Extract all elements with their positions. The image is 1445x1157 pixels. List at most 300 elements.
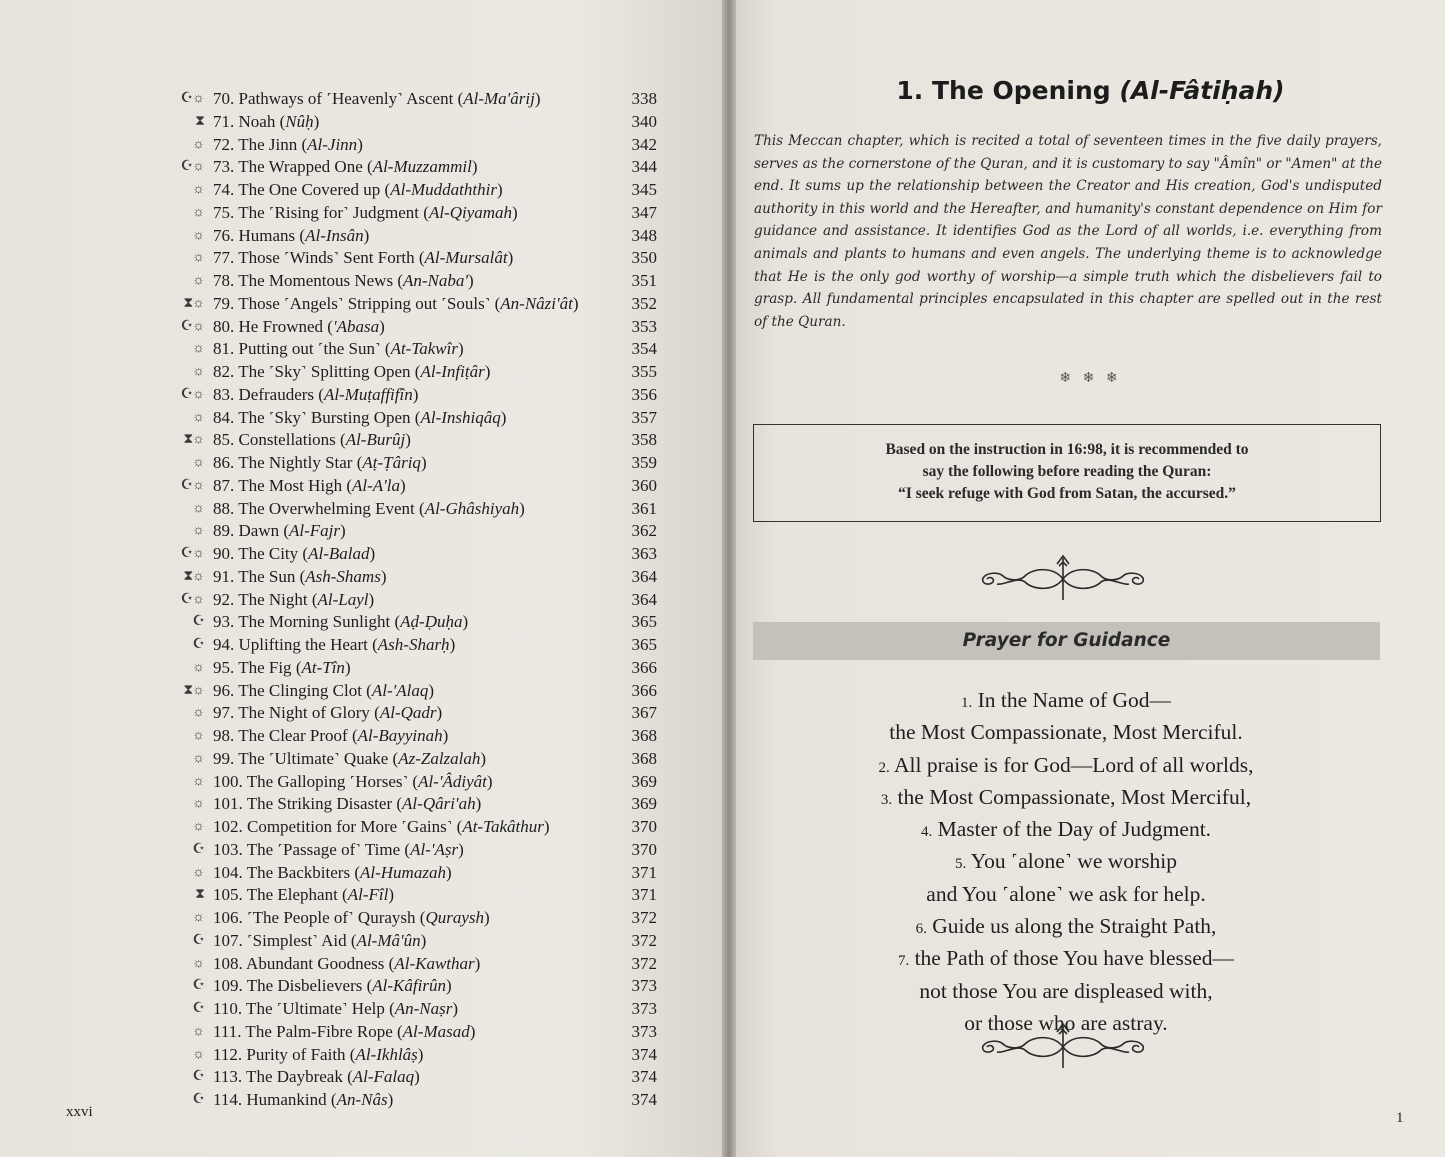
toc-entry-page: 359 bbox=[631, 453, 657, 472]
toc-row bbox=[160, 748, 660, 771]
toc-entry-translit: At-Takâthur bbox=[462, 817, 544, 836]
toc-entry-page: 364 bbox=[631, 566, 657, 586]
revelation-moon-icon: ☪ bbox=[192, 978, 204, 994]
toc-entry-title: 109. The Disbelievers (Al-Kâfirûn) bbox=[213, 976, 452, 996]
toc-row bbox=[160, 680, 660, 703]
toc-entry-title: 93. The Morning Sunlight (Aḍ-Ḍuḥa) bbox=[213, 612, 469, 632]
verses-block bbox=[736, 686, 1396, 1041]
verse-number: 3. bbox=[880, 791, 893, 808]
toc-entry-text: 110. The ˹Ultimate˺ Help bbox=[213, 999, 385, 1018]
toc-entry-translit: Nûḥ bbox=[285, 111, 314, 131]
toc-entry-translit: Al-Masad bbox=[402, 1021, 470, 1041]
right-page bbox=[736, 0, 1445, 1157]
toc-entry-text: 103. The ˹Passage of˺ Time bbox=[213, 839, 401, 859]
verse-text: You ˹alone˺ we worship bbox=[970, 849, 1178, 874]
toc-row bbox=[160, 134, 660, 157]
verse-line bbox=[736, 944, 1396, 976]
revelation-star-icon: ☼ bbox=[192, 1023, 204, 1039]
revelation-moon-icon: ☪ bbox=[192, 637, 204, 652]
toc-entry-title: 77. Those ˹Winds˺ Sent Forth (Al-Mursalât) bbox=[213, 248, 514, 268]
toc-entry-title: 94. Uplifting the Heart (Ash-Sharḥ) bbox=[213, 635, 456, 654]
toc-entry-text: 113. The Daybreak bbox=[213, 1067, 343, 1087]
toc-entry-page: 352 bbox=[631, 293, 657, 313]
toc-entry-page: 369 bbox=[631, 771, 657, 791]
toc-entry-text: 102. Competition for More ˹Gains˺ bbox=[213, 817, 453, 836]
toc-row bbox=[160, 338, 660, 361]
toc-row bbox=[160, 179, 660, 202]
revelation-star-icon: ☼ bbox=[192, 910, 204, 925]
revelation-star-icon: ☼ bbox=[192, 1046, 204, 1062]
toc-entry-translit: Al-Fîl bbox=[347, 885, 389, 905]
toc-row bbox=[160, 839, 660, 862]
toc-entry-page: 356 bbox=[631, 384, 657, 404]
toc-entry-text: 96. The Clinging Clot bbox=[213, 680, 362, 700]
toc-entry-title: 71. Noah (Nûḥ) bbox=[213, 111, 320, 131]
toc-entry-translit: Al-Muddaththir bbox=[390, 180, 497, 199]
verse-text: In the Name of God— bbox=[977, 688, 1172, 712]
toc-entry-title: 73. The Wrapped One (Al-Muzzammil) bbox=[213, 157, 478, 177]
toc-entry-text: 82. The ˹Sky˺ Splitting Open bbox=[213, 362, 411, 381]
toc-entry-text: 100. The Galloping ˹Horses˺ bbox=[213, 771, 409, 791]
toc-entry-text: 83. Defrauders bbox=[213, 384, 315, 404]
revelation-star-icon: ☼ bbox=[192, 523, 204, 539]
toc-row bbox=[160, 953, 660, 976]
page-number-left: xxvi bbox=[66, 1104, 93, 1120]
toc-entry-text: 94. Uplifting the Heart bbox=[213, 635, 368, 654]
toc-entry-page: 348 bbox=[631, 225, 657, 245]
verse-line bbox=[736, 847, 1396, 879]
toc-entry-text: 92. The Night bbox=[213, 589, 308, 609]
toc-entry-text: 91. The Sun bbox=[213, 566, 296, 586]
toc-row bbox=[160, 998, 660, 1021]
toc-entry-page: 358 bbox=[631, 430, 657, 450]
verse-number: 1. bbox=[960, 695, 973, 711]
toc-row bbox=[160, 475, 660, 498]
toc-row bbox=[160, 88, 660, 111]
toc-entry-title: 75. The ˹Rising for˺ Judgment (Al-Qiyamah) bbox=[213, 202, 518, 222]
toc-entry-title: 79. Those ˹Angels˺ Stripping out ˹Souls˺ (An-Nâzi'ât) bbox=[213, 293, 579, 313]
toc-entry-page: 362 bbox=[631, 521, 657, 541]
toc-entry-text: 90. The City bbox=[213, 544, 299, 563]
toc-entry-translit: Al-Qiyamah bbox=[428, 202, 513, 222]
toc-entry-translit: At-Tîn bbox=[301, 657, 345, 677]
revelation-moon-star-icon: ☪☼ bbox=[180, 591, 204, 607]
toc-entry-title: 99. The ˹Ultimate˺ Quake (Az-Zalzalah) bbox=[213, 748, 487, 768]
toc-entry-translit: Al-Falaq bbox=[352, 1067, 415, 1087]
toc-entry-page: 365 bbox=[631, 612, 657, 632]
toc-entry-title: 84. The ˹Sky˺ Bursting Open (Al-Inshiqâq) bbox=[213, 407, 507, 427]
revelation-star-icon: ☼ bbox=[192, 864, 204, 880]
toc-entry-text: 81. Putting out ˹the Sun˺ bbox=[213, 339, 381, 359]
toc-entry-translit: An-Nâzi'ât bbox=[500, 293, 573, 313]
toc-entry-text: 74. The One Covered up bbox=[213, 180, 381, 199]
toc-entry-page: 373 bbox=[631, 1021, 657, 1041]
toc-entry-page: 370 bbox=[631, 839, 657, 859]
refuge-line-1: Based on the instruction in 16:98, it is recommended to bbox=[885, 441, 1249, 458]
revelation-star-icon: ☼ bbox=[192, 455, 204, 470]
toc-entry-translit: An-Naṣr bbox=[394, 999, 453, 1018]
verse-number: 6. bbox=[915, 921, 927, 938]
toc-entry-page: 354 bbox=[631, 339, 657, 359]
revelation-moon-icon: ☪ bbox=[192, 841, 204, 857]
toc-entry-title: 114. Humankind (An-Nâs) bbox=[213, 1090, 394, 1109]
revelation-star-icon: ☼ bbox=[192, 182, 204, 197]
toc-row bbox=[160, 884, 660, 907]
toc-entry-title: 105. The Elephant (Al-Fîl) bbox=[213, 885, 394, 905]
toc-entry-title: 101. The Striking Disaster (Al-Qâri'ah) bbox=[213, 794, 482, 814]
revelation-moon-star-icon: ☪☼ bbox=[180, 386, 204, 402]
toc-entry-translit: Al-Ghâshiyah bbox=[424, 498, 520, 518]
toc-entry-text: 104. The Backbiters bbox=[213, 862, 351, 882]
toc-entry-title: 95. The Fig (At-Tîn) bbox=[213, 657, 351, 677]
chapter-title-text: 1. The Opening bbox=[896, 76, 1111, 105]
revelation-moon-icon: ☪ bbox=[192, 1001, 204, 1016]
toc-entry-text: 73. The Wrapped One bbox=[213, 157, 363, 177]
toc-entry-text: 111. The Palm-Fibre Rope bbox=[213, 1021, 393, 1041]
toc-entry-title: 106. ˹The People of˺ Quraysh (Quraysh) bbox=[213, 908, 490, 927]
toc-entry-translit: Al-Layl bbox=[317, 589, 369, 609]
toc-row bbox=[160, 725, 660, 748]
toc-row bbox=[160, 930, 660, 953]
toc-entry-translit: Al-Balad bbox=[308, 544, 370, 563]
toc-entry-translit: Aḍ-Ḍuḥa bbox=[400, 612, 463, 632]
toc-entry-title: 83. Defrauders (Al-Muṭaffifîn) bbox=[213, 384, 419, 404]
toc-entry-text: 98. The Clear Proof bbox=[213, 726, 348, 745]
toc-entry-translit: Al-Mâ'ûn bbox=[356, 930, 421, 950]
toc-entry-title: 91. The Sun (Ash-Shams) bbox=[213, 566, 387, 586]
toc-row bbox=[160, 1089, 660, 1112]
toc-entry-translit: 'Abasa bbox=[332, 316, 380, 336]
toc-entry-translit: Al-Kawthar bbox=[394, 953, 475, 973]
revelation-star-icon: ☼ bbox=[192, 705, 204, 721]
toc-entry-translit: Al-Qâri'ah bbox=[402, 794, 476, 814]
toc-row bbox=[160, 975, 660, 998]
toc-entry-translit: Al-Mursalât bbox=[424, 248, 508, 268]
verse-text: not those You are displeased with, bbox=[919, 978, 1213, 1003]
toc-row bbox=[160, 316, 660, 339]
toc-entry-title: 112. Purity of Faith (Al-Ikhlâṣ) bbox=[213, 1044, 424, 1064]
toc-entry-translit: Al-Insân bbox=[305, 225, 364, 245]
toc-entry-text: 93. The Morning Sunlight bbox=[213, 612, 391, 632]
toc-entry-text: 77. Those ˹Winds˺ Sent Forth bbox=[213, 248, 415, 268]
toc-entry-translit: Al-A'la bbox=[352, 475, 401, 495]
verse-text: the Path of those You have blessed— bbox=[914, 946, 1235, 971]
toc-entry-title: 70. Pathways of ˹Heavenly˺ Ascent (Al-Ma'ârij) bbox=[213, 89, 541, 108]
toc-entry-text: 107. ˹Simplest˺ Aid bbox=[213, 930, 347, 950]
toc-entry-translit: Al-Muṭaffifîn bbox=[323, 384, 413, 404]
revelation-star-icon: ☼ bbox=[192, 136, 204, 152]
toc-entry-text: 86. The Nightly Star bbox=[213, 453, 353, 472]
toc-entry-page: 365 bbox=[631, 635, 657, 654]
toc-entry-text: 87. The Most High bbox=[213, 475, 343, 495]
toc-row bbox=[160, 1044, 660, 1067]
verse-text: Master of the Day of Judgment. bbox=[937, 817, 1212, 842]
toc-entry-translit: An-Naba' bbox=[402, 271, 469, 290]
ornament-divider-icon bbox=[973, 554, 1153, 604]
toc-entry-title: 102. Competition for More ˹Gains˺ (At-Takâthur) bbox=[213, 817, 550, 836]
toc-entry-title: 87. The Most High (Al-A'la) bbox=[213, 475, 406, 495]
left-page bbox=[0, 0, 722, 1157]
toc-entry-page: 363 bbox=[631, 544, 657, 563]
toc-entry-text: 72. The Jinn bbox=[213, 134, 298, 154]
toc-row bbox=[160, 543, 660, 566]
toc-row bbox=[160, 520, 660, 543]
revelation-moon-icon: ☪ bbox=[192, 1069, 204, 1085]
revelation-hourglass-star-icon: ⧗☼ bbox=[183, 295, 204, 311]
toc-row bbox=[160, 589, 660, 612]
toc-entry-text: 84. The ˹Sky˺ Bursting Open bbox=[213, 407, 411, 427]
toc-entry-text: 88. The Overwhelming Event bbox=[213, 498, 415, 518]
toc-entry-text: 97. The Night of Glory bbox=[213, 703, 370, 723]
revelation-hourglass-star-icon: ⧗☼ bbox=[183, 432, 204, 448]
toc-entry-page: 350 bbox=[631, 248, 657, 268]
verse-text: Guide us along the Straight Path, bbox=[932, 914, 1217, 939]
toc-entry-translit: Aṭ-Ṭâriq bbox=[362, 453, 421, 472]
toc-entry-translit: Al-Burûj bbox=[345, 430, 406, 450]
toc-entry-title: 88. The Overwhelming Event (Al-Ghâshiyah) bbox=[213, 498, 525, 518]
revelation-star-icon: ☼ bbox=[192, 341, 204, 357]
toc-entry-translit: Al-Infiṭâr bbox=[420, 362, 485, 381]
toc-entry-text: 108. Abundant Goodness bbox=[213, 953, 385, 973]
toc-entry-title: 108. Abundant Goodness (Al-Kawthar) bbox=[213, 953, 481, 973]
verse-text: the Most Compassionate, Most Merciful, bbox=[897, 784, 1252, 809]
toc-entry-title: 76. Humans (Al-Insân) bbox=[213, 225, 370, 245]
toc-entry-title: 98. The Clear Proof (Al-Bayyinah) bbox=[213, 726, 449, 745]
toc-entry-page: 373 bbox=[631, 999, 657, 1018]
toc-entry-text: 89. Dawn bbox=[213, 521, 280, 541]
toc-entry-text: 70. Pathways of ˹Heavenly˺ Ascent bbox=[213, 89, 454, 108]
toc-entry-page: 347 bbox=[631, 202, 657, 222]
refuge-box bbox=[753, 424, 1381, 522]
toc-entry-text: 71. Noah bbox=[213, 111, 276, 131]
toc-entry-page: 374 bbox=[631, 1090, 657, 1109]
toc-entry-text: 112. Purity of Faith bbox=[213, 1044, 346, 1064]
toc-entry-title: 80. He Frowned ('Abasa) bbox=[213, 316, 385, 336]
toc-entry-text: 79. Those ˹Angels˺ Stripping out ˹Souls˺ bbox=[213, 293, 491, 313]
verse-line bbox=[736, 815, 1396, 847]
verse-text: All praise is for God—Lord of all worlds, bbox=[893, 752, 1254, 777]
toc-entry-title: 92. The Night (Al-Layl) bbox=[213, 589, 375, 609]
revelation-star-icon: ☼ bbox=[192, 796, 204, 812]
toc-entry-page: 373 bbox=[631, 976, 657, 996]
verse-number: 4. bbox=[920, 824, 933, 841]
revelation-star-icon: ☼ bbox=[192, 750, 204, 766]
revelation-star-icon: ☼ bbox=[192, 773, 204, 789]
toc-row bbox=[160, 270, 660, 293]
toc-entry-translit: Al-Qadr bbox=[379, 703, 437, 723]
toc-entry-title: 78. The Momentous News (An-Naba') bbox=[213, 271, 474, 290]
revelation-star-icon: ☼ bbox=[192, 819, 204, 834]
chapter-intro: This Meccan chapter, which is recited a total of seventeen times in the five daily prayers, serves as the cornerstone of the Quran, and it is customary to say "Âmîn" or "Amen" at the end. It sums up the relationship between the Creator and His creation, God's undisputed authority in this world and the Hereafter, and humanity's constant dependence on Him for guidance and assistance. It identifies God as the Lord of all worlds, i.e. everything from animals and plants to humans and even angels. The underlying theme is to acknowledge that He is the only god worthy of worship—a simple truth which the disbelievers fail to grasp. All fundamental principles encapsulated in this chapter are spelled out in the rest of the Quran. bbox=[754, 133, 1382, 330]
toc-entry-translit: Al-'Âdiyât bbox=[418, 771, 487, 791]
toc-entry-page: 370 bbox=[631, 817, 657, 836]
toc-entry-text: 76. Humans bbox=[213, 225, 296, 245]
book-gutter bbox=[722, 0, 736, 1157]
revelation-star-icon: ☼ bbox=[192, 955, 204, 971]
chapter-title-translit: (Al-Fâtiḥah) bbox=[1119, 76, 1285, 105]
verse-text: or those who are astray. bbox=[964, 1010, 1168, 1035]
toc-entry-title: 107. ˹Simplest˺ Aid (Al-Mâ'ûn) bbox=[213, 930, 427, 950]
refuge-line-2: say the following before reading the Quran: bbox=[922, 463, 1212, 480]
toc-row bbox=[160, 907, 660, 930]
toc-entry-page: 372 bbox=[631, 908, 657, 927]
toc-row bbox=[160, 771, 660, 794]
toc-entry-title: 113. The Daybreak (Al-Falaq) bbox=[213, 1067, 420, 1087]
revelation-star-icon: ☼ bbox=[192, 227, 204, 243]
toc-entry-title: 81. Putting out ˹the Sun˺ (At-Takwîr) bbox=[213, 339, 464, 359]
toc-entry-page: 374 bbox=[631, 1044, 657, 1064]
toc-entry-title: 90. The City (Al-Balad) bbox=[213, 544, 376, 563]
toc-entry-text: 109. The Disbelievers bbox=[213, 976, 363, 996]
revelation-star-icon: ☼ bbox=[192, 273, 204, 288]
toc-entry-page: 367 bbox=[631, 703, 657, 723]
revelation-star-icon: ☼ bbox=[192, 500, 204, 516]
revelation-moon-icon: ☪ bbox=[192, 1092, 204, 1107]
toc-row bbox=[160, 1066, 660, 1089]
toc-entry-page: 372 bbox=[631, 953, 657, 973]
toc-entry-page: 357 bbox=[631, 407, 657, 427]
toc-entry-text: 114. Humankind bbox=[213, 1090, 327, 1109]
toc-entry-page: 342 bbox=[631, 134, 657, 154]
toc-row bbox=[160, 156, 660, 179]
toc-entry-page: 338 bbox=[631, 89, 657, 108]
toc-entry-text: 105. The Elephant bbox=[213, 885, 338, 905]
toc-entry-title: 86. The Nightly Star (Aṭ-Ṭâriq) bbox=[213, 453, 427, 472]
revelation-star-icon: ☼ bbox=[192, 364, 204, 379]
ornament-divider-bottom-icon bbox=[973, 1022, 1153, 1072]
toc-entry-page: 368 bbox=[631, 748, 657, 768]
revelation-star-icon: ☼ bbox=[192, 409, 204, 425]
toc-row bbox=[160, 498, 660, 521]
toc-row bbox=[160, 361, 660, 384]
toc-entry-page: 371 bbox=[631, 885, 657, 905]
toc-entry-translit: Al-Inshiqâq bbox=[420, 407, 501, 427]
toc-entry-page: 360 bbox=[631, 475, 657, 495]
toc-entry-page: 366 bbox=[631, 657, 657, 677]
toc-entry-page: 355 bbox=[631, 362, 657, 381]
revelation-star-icon: ☼ bbox=[192, 204, 204, 220]
toc-row bbox=[160, 247, 660, 270]
toc-row bbox=[160, 702, 660, 725]
toc-entry-page: 369 bbox=[631, 794, 657, 814]
revelation-hourglass-icon: ⧗ bbox=[195, 887, 204, 903]
toc-entry-text: 101. The Striking Disaster bbox=[213, 794, 393, 814]
page-number-right: 1 bbox=[1396, 1110, 1404, 1126]
toc-entry-text: 80. He Frowned bbox=[213, 316, 324, 336]
toc-row bbox=[160, 793, 660, 816]
toc-entry-translit: Al-Ikhlâṣ bbox=[355, 1044, 418, 1064]
toc-row bbox=[160, 611, 660, 634]
toc-row bbox=[160, 407, 660, 430]
verse-line bbox=[736, 783, 1396, 815]
toc-row bbox=[160, 452, 660, 475]
revelation-star-icon: ☼ bbox=[192, 728, 204, 743]
toc-entry-page: 344 bbox=[631, 157, 657, 177]
chapter-title bbox=[736, 76, 1445, 105]
toc-row bbox=[160, 384, 660, 407]
verse-text: the Most Compassionate, Most Merciful. bbox=[889, 720, 1243, 745]
toc-row bbox=[160, 429, 660, 452]
toc-entry-page: 366 bbox=[631, 680, 657, 700]
toc-entry-text: 95. The Fig bbox=[213, 657, 292, 677]
toc-entry-translit: Quraysh bbox=[425, 908, 485, 927]
toc-entry-title: 72. The Jinn (Al-Jinn) bbox=[213, 134, 363, 154]
toc-entry-title: 74. The One Covered up (Al-Muddaththir) bbox=[213, 180, 503, 199]
revelation-hourglass-star-icon: ⧗☼ bbox=[183, 568, 204, 584]
toc-entry-title: 111. The Palm-Fibre Rope (Al-Masad) bbox=[213, 1021, 476, 1041]
toc-entry-page: 340 bbox=[631, 111, 657, 131]
toc-row bbox=[160, 1021, 660, 1044]
revelation-moon-star-icon: ☪☼ bbox=[180, 318, 204, 334]
toc-entry-translit: Al-Muzzammil bbox=[372, 157, 472, 177]
toc-row bbox=[160, 816, 660, 839]
verse-number: 5. bbox=[954, 856, 967, 873]
toc-entry-page: 374 bbox=[631, 1067, 657, 1087]
toc-row bbox=[160, 111, 660, 134]
revelation-moon-star-icon: ☪☼ bbox=[180, 159, 204, 175]
prayer-heading: Prayer for Guidance bbox=[753, 622, 1380, 660]
toc-entry-translit: Al-Jinn bbox=[307, 134, 358, 154]
toc-entry-translit: Al-Fajr bbox=[289, 521, 341, 541]
toc-entry-translit: Al-'Alaq bbox=[371, 680, 429, 700]
toc-row bbox=[160, 862, 660, 885]
toc-entry-text: 78. The Momentous News bbox=[213, 271, 394, 290]
toc-entry-title: 103. The ˹Passage of˺ Time (Al-'Aṣr) bbox=[213, 839, 464, 859]
toc-entry-translit: Ash-Sharḥ bbox=[377, 635, 450, 654]
toc-entry-title: 97. The Night of Glory (Al-Qadr) bbox=[213, 703, 443, 723]
toc-row bbox=[160, 566, 660, 589]
toc-entry-translit: Al-Humazah bbox=[360, 862, 446, 882]
toc-entry-title: 110. The ˹Ultimate˺ Help (An-Naṣr) bbox=[213, 999, 459, 1018]
toc-entry-translit: Az-Zalzalah bbox=[398, 748, 481, 768]
revelation-hourglass-star-icon: ⧗☼ bbox=[183, 682, 204, 698]
toc-row bbox=[160, 634, 660, 657]
toc-entry-title: 104. The Backbiters (Al-Humazah) bbox=[213, 862, 452, 882]
revelation-hourglass-icon: ⧗ bbox=[195, 113, 204, 129]
toc-entry-title: 96. The Clinging Clot (Al-'Alaq) bbox=[213, 680, 435, 700]
verse-number: 7. bbox=[897, 953, 910, 970]
toc-entry-title: 100. The Galloping ˹Horses˺ (Al-'Âdiyât) bbox=[213, 771, 493, 791]
verse-line bbox=[736, 912, 1396, 944]
toc-entry-page: 361 bbox=[631, 498, 657, 518]
toc-row bbox=[160, 293, 660, 316]
toc-entry-translit: An-Nâs bbox=[336, 1090, 388, 1109]
toc-entry-translit: Ash-Shams bbox=[305, 566, 381, 586]
toc-entry-translit: Al-Bayyinah bbox=[357, 726, 443, 745]
toc-entry-text: 106. ˹The People of˺ Quraysh bbox=[213, 908, 416, 927]
verse-line bbox=[736, 751, 1396, 783]
revelation-moon-icon: ☪ bbox=[192, 932, 204, 948]
toc-entry-translit: Al-'Aṣr bbox=[410, 839, 459, 859]
toc-entry-page: 353 bbox=[631, 316, 657, 336]
verse-line bbox=[736, 977, 1396, 1009]
toc-entry-text: 99. The ˹Ultimate˺ Quake bbox=[213, 748, 389, 768]
refuge-line-3: “I seek refuge with God from Satan, the accursed.” bbox=[898, 485, 1236, 502]
toc-entry-page: 372 bbox=[631, 930, 657, 950]
toc-entry-page: 371 bbox=[631, 862, 657, 882]
toc-entry-text: 85. Constellations bbox=[213, 430, 336, 450]
toc-entry-translit: Al-Kâfirûn bbox=[372, 976, 446, 996]
verse-line bbox=[736, 718, 1396, 750]
verse-number: 2. bbox=[878, 759, 890, 776]
toc-entry-page: 345 bbox=[631, 180, 657, 199]
revelation-moon-star-icon: ☪☼ bbox=[180, 546, 204, 561]
toc-row bbox=[160, 657, 660, 680]
toc-entry-translit: At-Takwîr bbox=[390, 339, 458, 359]
toc-entry-page: 351 bbox=[631, 271, 657, 290]
toc-entry-page: 368 bbox=[631, 726, 657, 745]
toc-entry-page: 364 bbox=[631, 589, 657, 609]
